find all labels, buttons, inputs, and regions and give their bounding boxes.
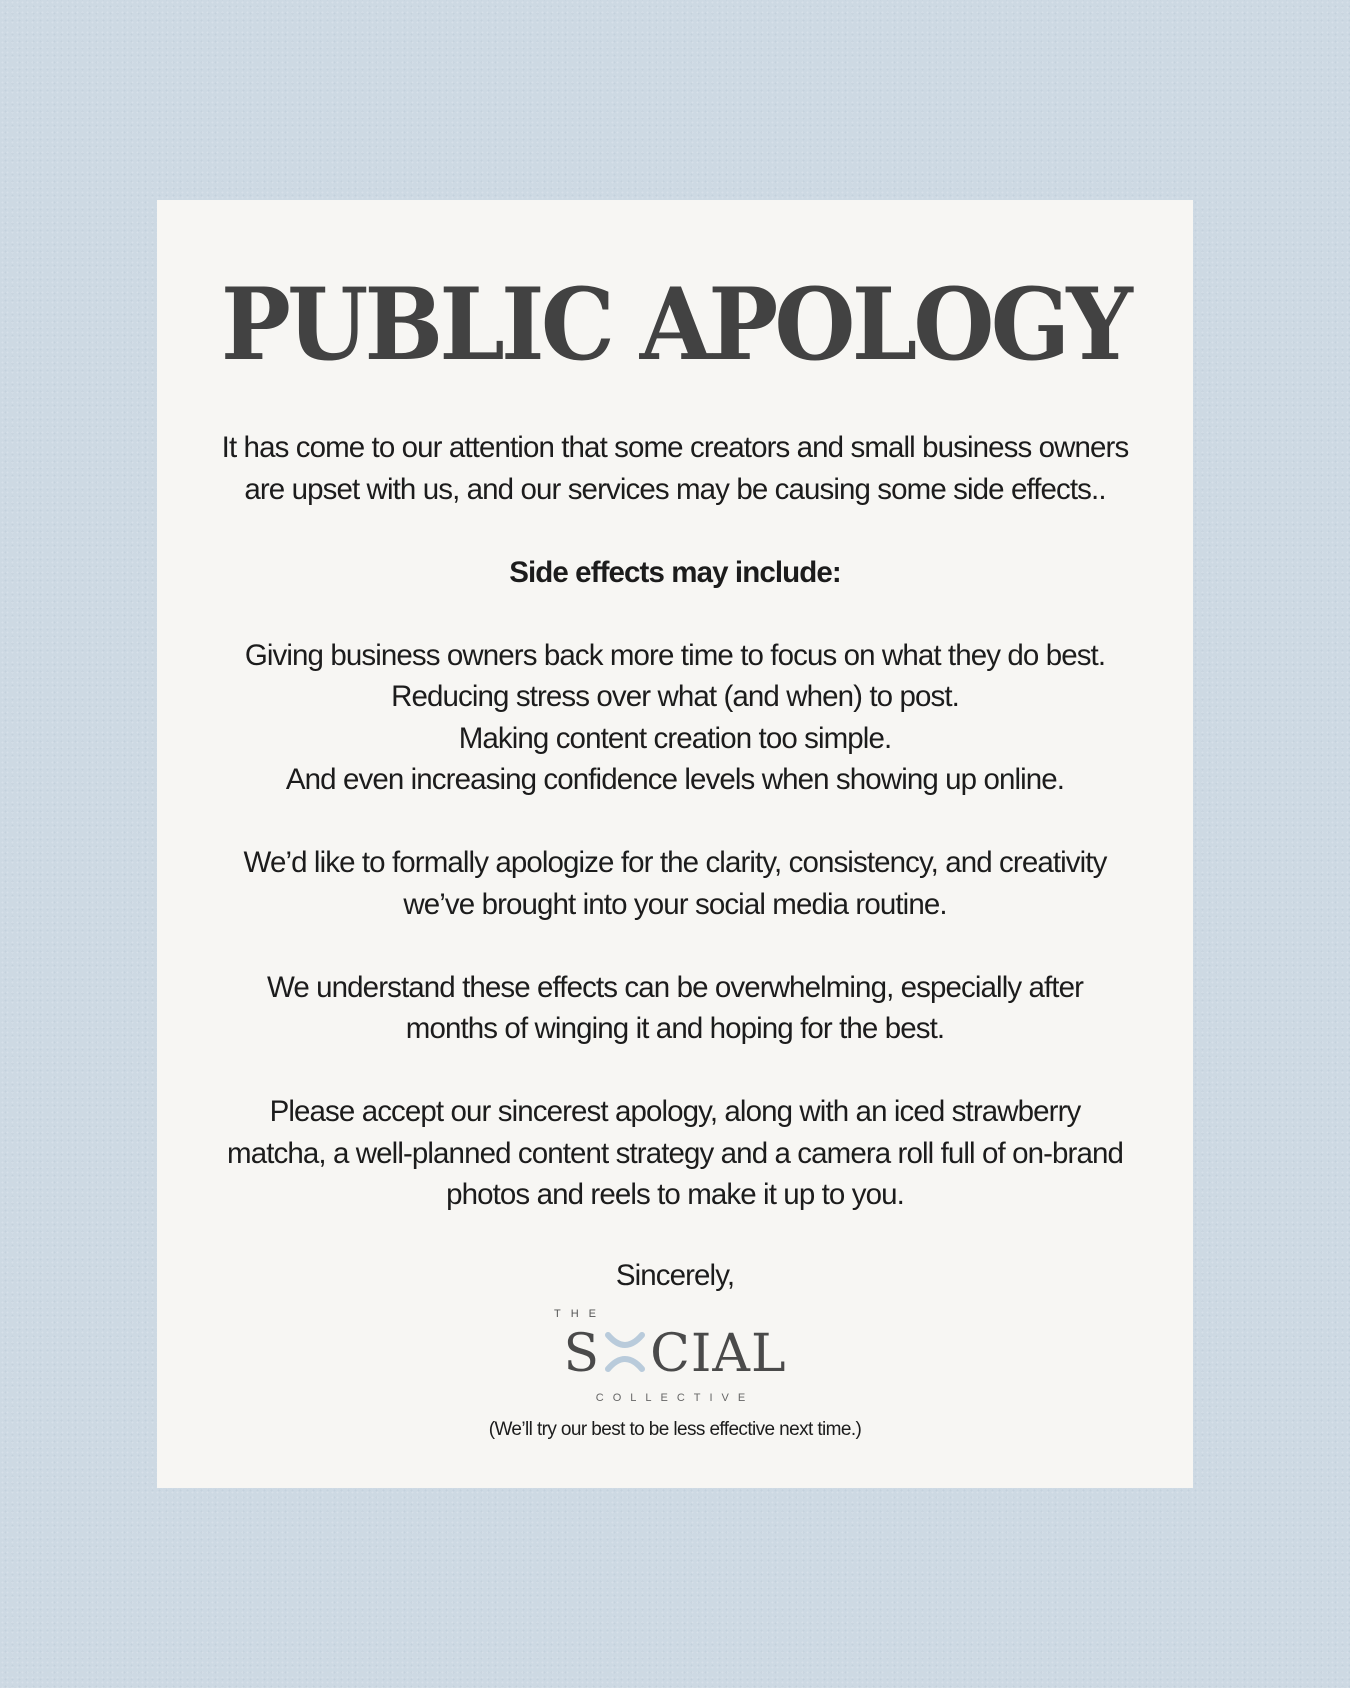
apology-line: we’ve brought into your social media routine. <box>403 887 947 921</box>
offer-line: photos and reels to make it up to you. <box>446 1178 904 1211</box>
understanding-line: We understand these effects can be overwhelming, especially after <box>266 970 1084 1004</box>
apology-paragraph <box>197 842 1153 925</box>
side-effect-item: Reducing stress over what (and when) to post. <box>391 680 959 713</box>
intro-paragraph <box>197 427 1153 510</box>
offer-paragraph <box>197 1091 1153 1216</box>
side-effects-list <box>197 635 1153 801</box>
brand-logo <box>157 1308 1193 1404</box>
logo-wordmark <box>157 1324 1193 1384</box>
logo-top-text: THE <box>554 1308 606 1320</box>
logo-wordmark-right: CIAL <box>650 1324 787 1384</box>
intro-line: It has come to our attention that some creators and small business owners <box>221 431 1129 464</box>
apology-line: We’d like to formally apologize for the clarity, consistency, and creativity <box>243 846 1107 879</box>
logo-wordmark-left: S <box>563 1324 601 1384</box>
page-title: PUBLIC APOLOGY <box>220 267 1130 383</box>
side-effects-heading: Side effects may include: <box>509 555 841 589</box>
side-effect-item: Making content creation too simple. <box>458 721 892 755</box>
understanding-line: months of winging it and hoping for the best. <box>405 1012 945 1045</box>
side-effect-item: And even increasing confidence levels when showing up online. <box>285 763 1065 796</box>
intro-line: are upset with us, and our services may be causing some side effects.. <box>244 472 1106 506</box>
side-effect-item: Giving business owners back more time to focus on what they do best. <box>244 638 1106 672</box>
letter-body <box>197 427 1153 1257</box>
offer-line: Please accept our sincerest apology, along with an iced strawberry <box>269 1095 1081 1128</box>
logo-bottom-text: COLLECTIVE <box>595 1392 755 1404</box>
apology-card <box>157 200 1193 1488</box>
understanding-paragraph <box>197 967 1153 1050</box>
offer-line: matcha, a well-planned content strategy and a camera roll full of on-brand <box>227 1136 1123 1170</box>
logo-o-mark-icon <box>602 1329 648 1375</box>
signoff: Sincerely, <box>615 1259 735 1292</box>
footnote: (We’ll try our best to be less effective next time.) <box>488 1419 862 1440</box>
